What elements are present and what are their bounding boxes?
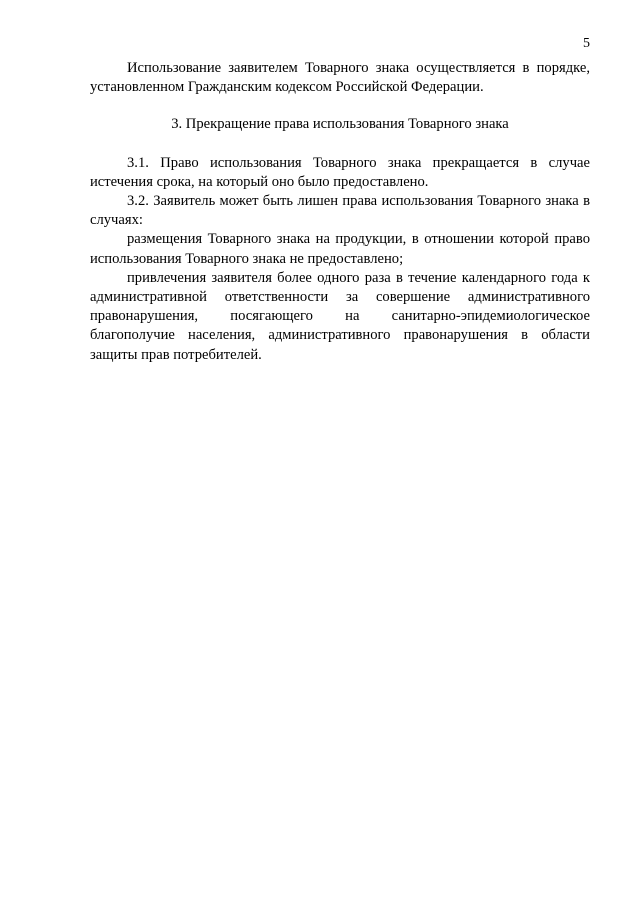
clause-3-2-item-1: размещения Товарного знака на продукции, в отношении которой право использования Товарного знака не предоставлено; [90,231,590,267]
intro-paragraph: Использование заявителем Товарного знака осуществляется в порядке, установленном Гражданским кодексом Российской Федерации. [90,60,590,96]
clause-3-2: 3.2. Заявитель может быть лишен права использования Товарного знака в случаях: [90,193,590,229]
clause-3-1: 3.1. Право использования Товарного знака прекращается в случае истечения срока, на который оно было предоставлено. [90,154,590,190]
clause-3-2-item-2: привлечения заявителя более одного раза в течение календарного года к административной ответственности за совершение административного правонарушения, посягающего на санитарно-эпидемиологическое благополучие населения, административного правонарушения в области защиты прав потребителей. [90,269,590,363]
section-heading: 3. Прекращение права использования Товарного знака [171,116,509,133]
document-body [90,59,590,365]
page-number: 5 [583,36,590,51]
